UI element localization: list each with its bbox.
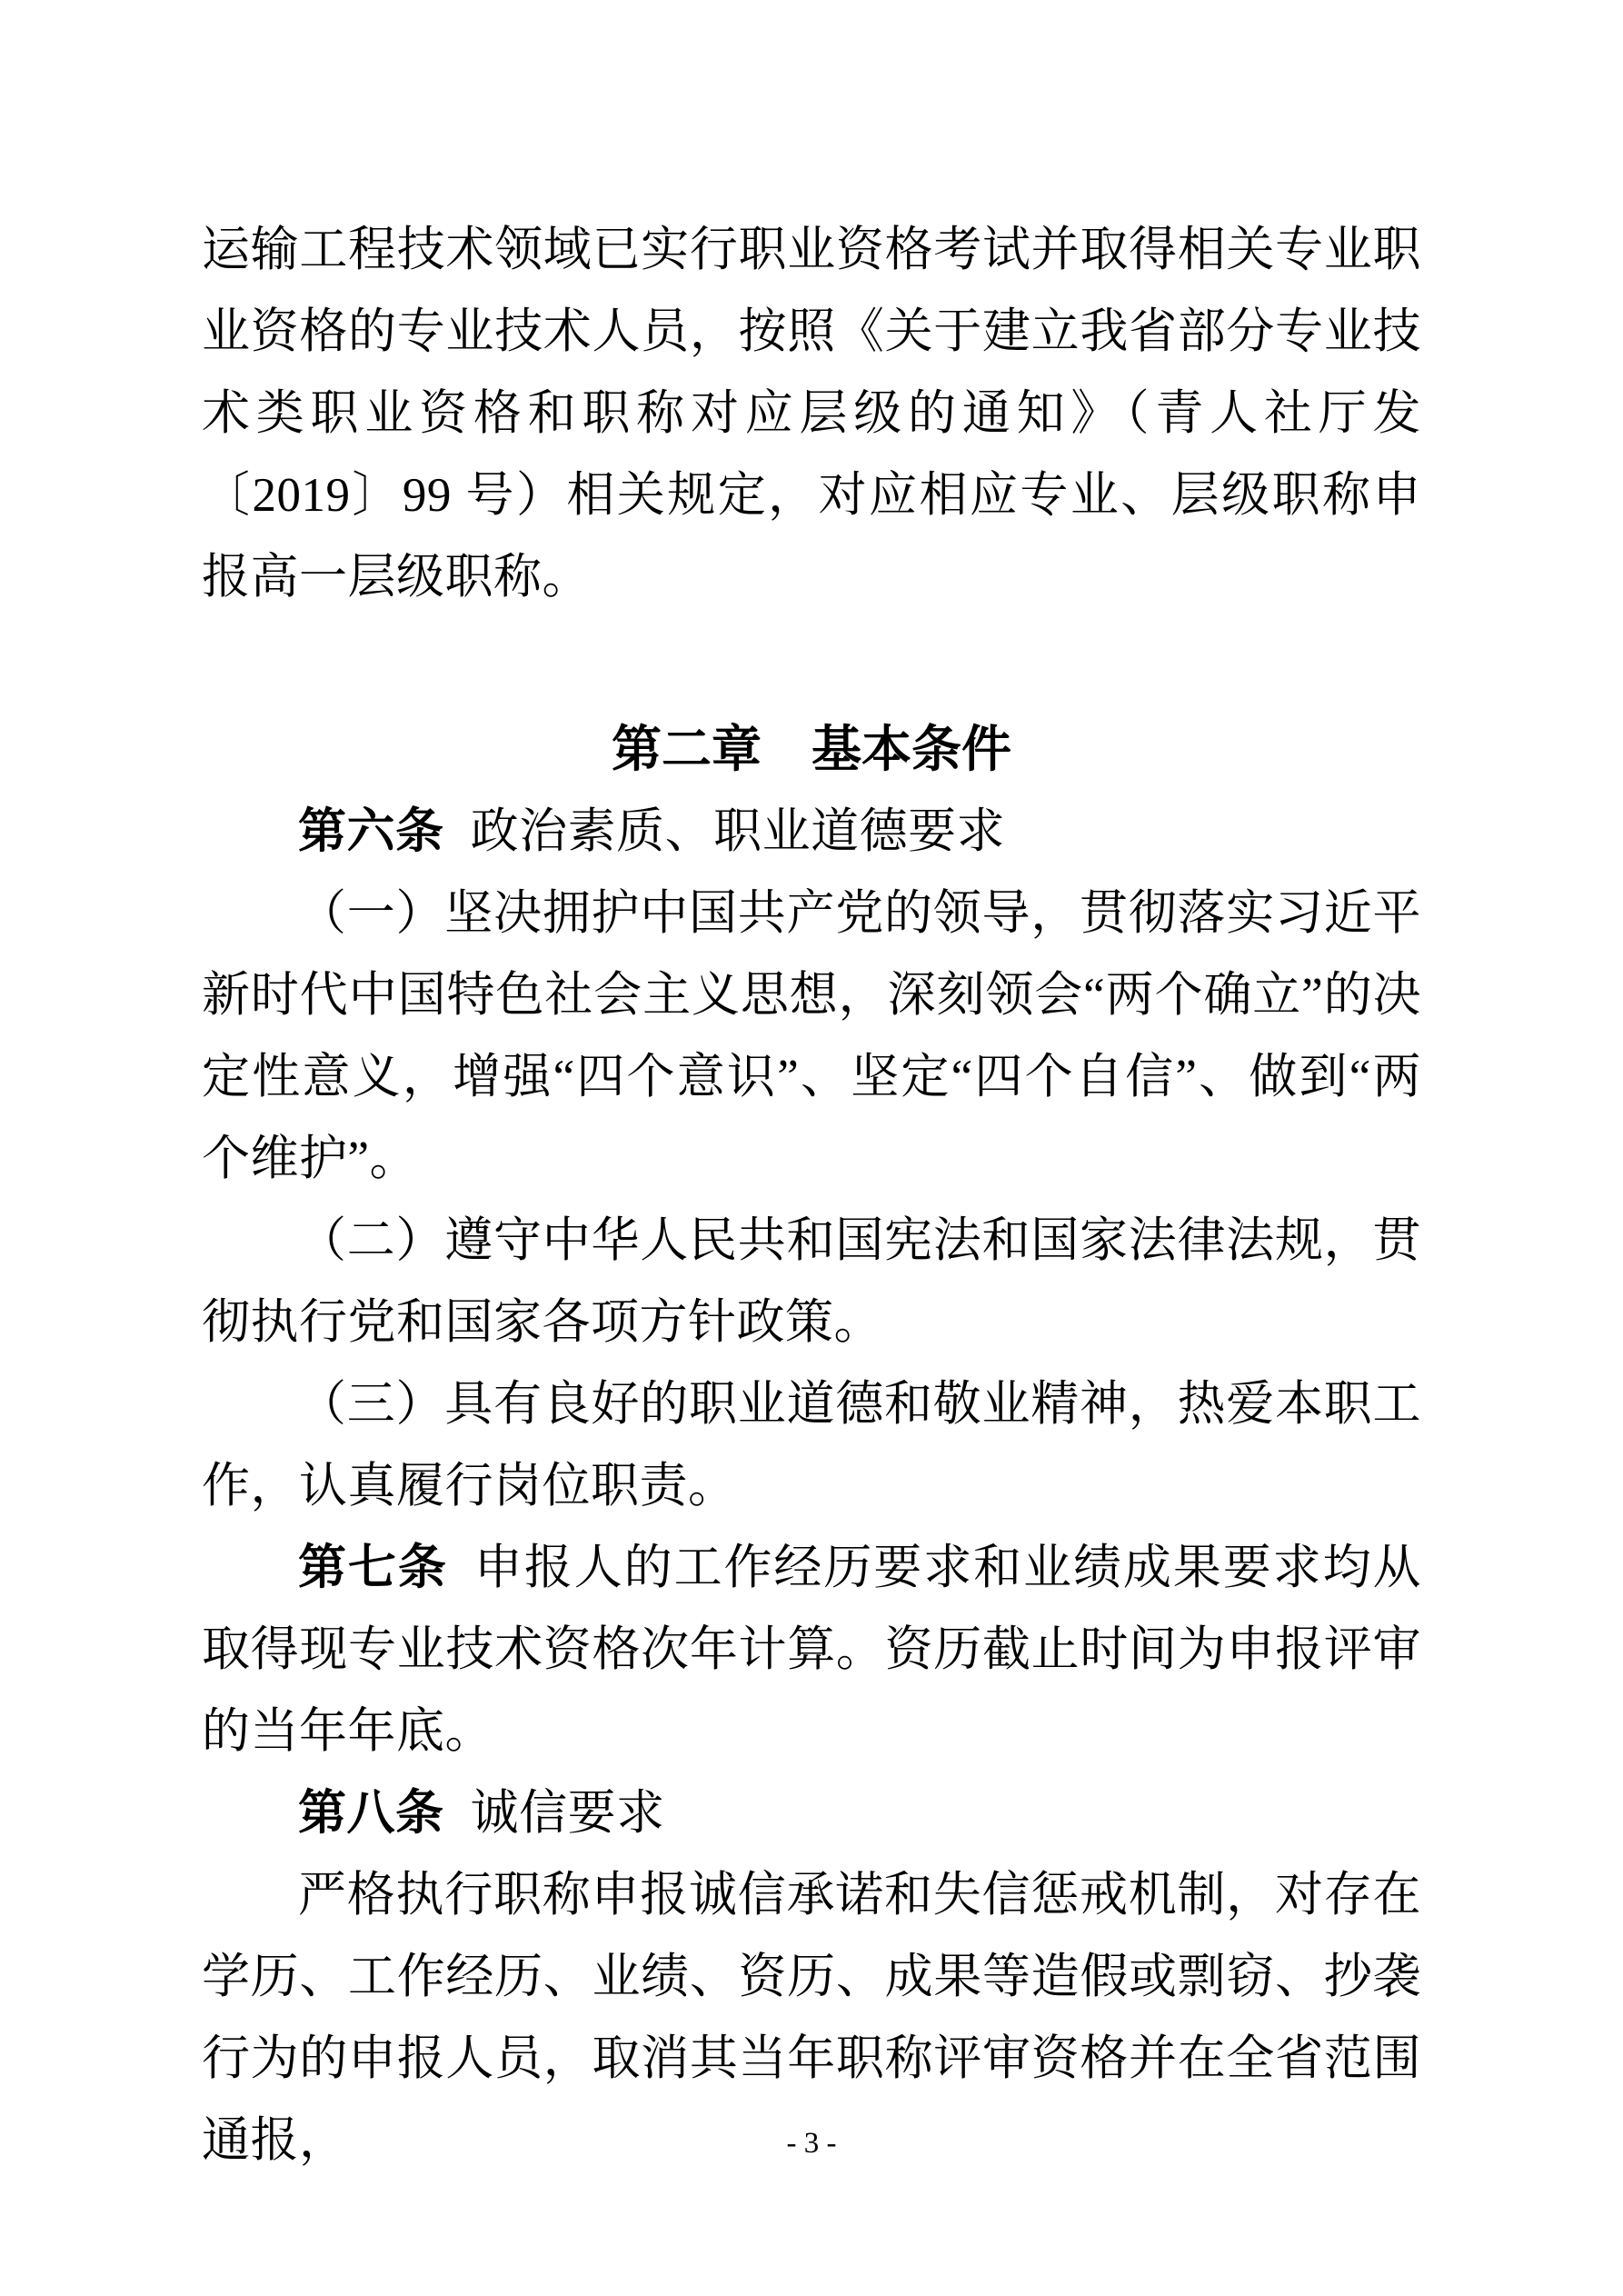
page-number: - 3 - <box>786 2127 837 2160</box>
paragraph-continuation: 运输工程技术领域已实行职业资格考试并取得相关专业职业资格的专业技术人员，按照《关于建立我省部分专业技术类职业资格和职称对应层级的通知》（青人社厅发〔2019〕99 号）相关规定，对应相应专业、层级职称申报高一层级职称。 <box>202 224 1421 604</box>
article-7-text: 申报人的工作经历要求和业绩成果要求均从取得现专业技术资格次年计算。资历截止时间为申报评审的当年年底。 <box>202 1542 1421 1758</box>
article-7-label: 第七条 <box>298 1542 448 1594</box>
article-6-label: 第六条 <box>298 805 444 858</box>
chapter-heading: 第二章 基本条件 <box>611 722 1011 777</box>
article-6-text: 政治素质、职业道德要求 <box>470 805 1006 858</box>
body-paragraph-integrity: 严格执行职称申报诚信承诺和失信惩戒机制，对存在学历、工作经历、业绩、资历、成果等造假或剽窃、抄袭行为的申报人员，取消其当年职称评审资格并在全省范围通报， <box>202 1869 1421 2167</box>
article-8-text: 诚信要求 <box>470 1787 665 1840</box>
article-paragraph-6 <box>202 791 1421 873</box>
clause-paragraph-3: （三）具有良好的职业道德和敬业精神，热爱本职工作，认真履行岗位职责。 <box>202 1378 1421 1512</box>
clause-paragraph-1: （一）坚决拥护中国共产党的领导，贯彻落实习近平新时代中国特色社会主义思想，深刻领会“两个确立”的决定性意义，增强“四个意识”、坚定“四个自信”、做到“两个维护”。 <box>202 887 1421 1185</box>
article-paragraph-8 <box>202 1772 1421 1854</box>
clause-paragraph-2: （二）遵守中华人民共和国宪法和国家法律法规，贯彻执行党和国家各项方针政策。 <box>202 1214 1421 1349</box>
page-content <box>202 209 1421 2181</box>
article-8-label: 第八条 <box>298 1787 444 1840</box>
article-paragraph-7 <box>202 1527 1421 1772</box>
